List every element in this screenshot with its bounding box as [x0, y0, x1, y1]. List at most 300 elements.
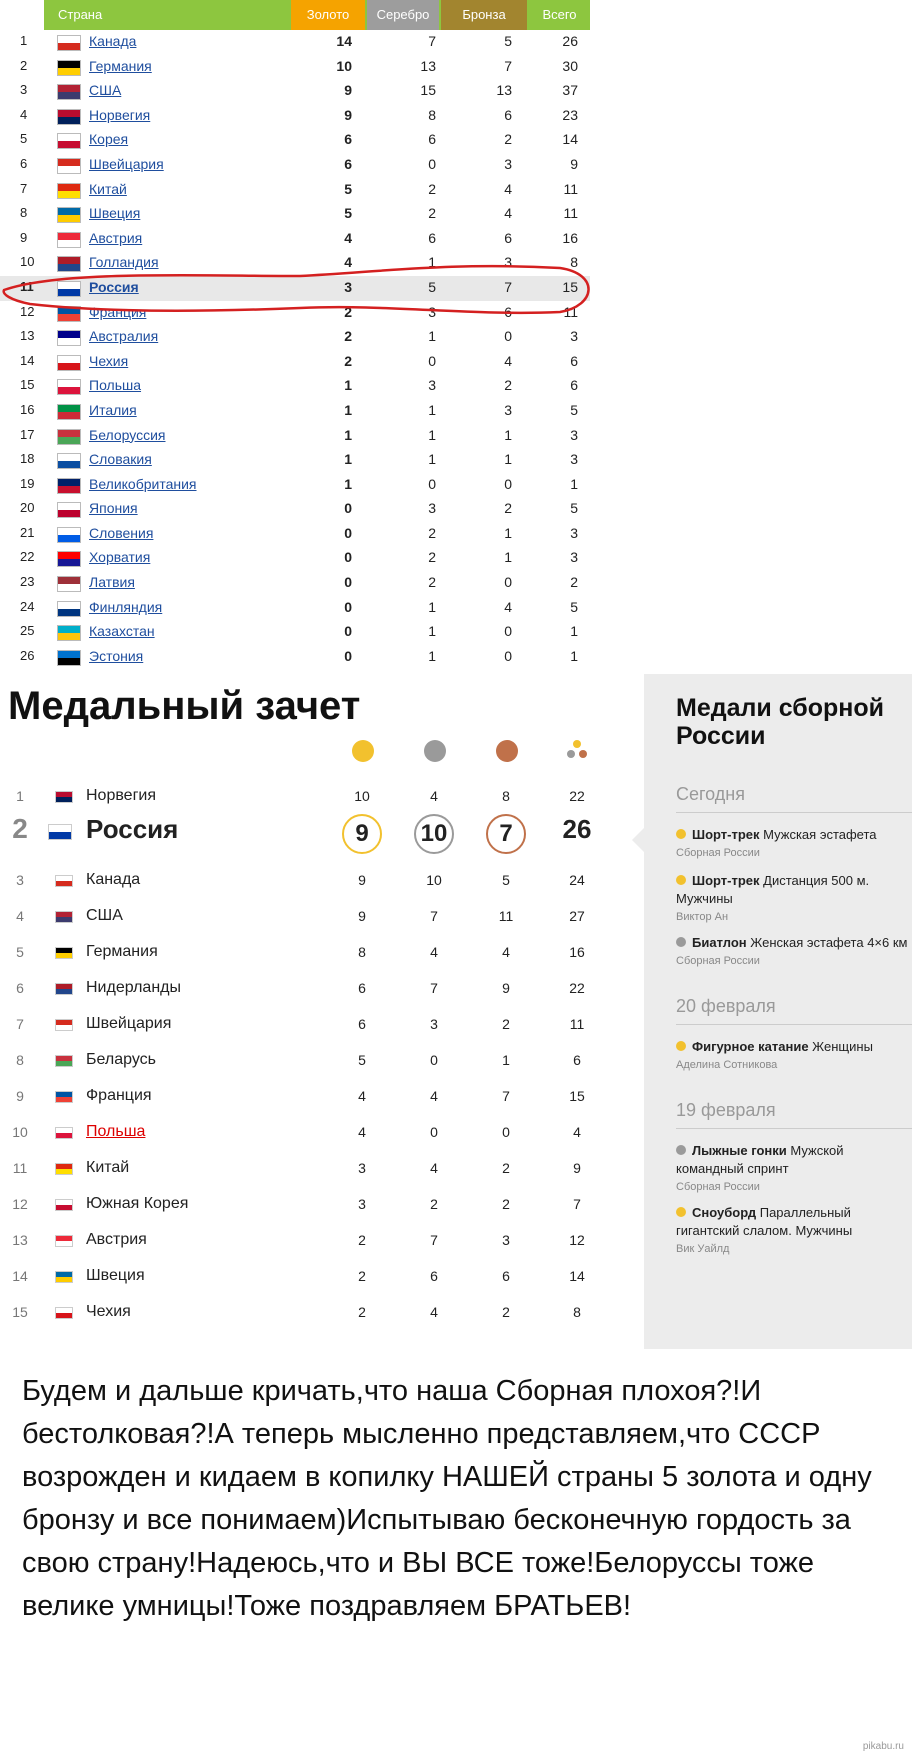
- table-row: [0, 497, 590, 522]
- standings-row[interactable]: [0, 1008, 620, 1044]
- standings-row[interactable]: [0, 1296, 620, 1332]
- country-name: Франция: [86, 1087, 152, 1104]
- silver-cell: 2: [428, 574, 436, 591]
- total-cell: 26: [562, 33, 578, 49]
- rank-cell: 22: [20, 549, 35, 565]
- rank-cell: 1: [20, 33, 28, 48]
- silver-cell: 6: [428, 229, 436, 246]
- bronze-cell: 0: [504, 475, 512, 492]
- country-link[interactable]: Китай: [89, 180, 127, 197]
- athlete-name: Аделина Сотникова: [676, 1059, 778, 1071]
- total-cell: 22: [569, 788, 585, 804]
- flag-icon: [57, 404, 81, 420]
- gold-cell: 1: [344, 451, 352, 468]
- country-link[interactable]: Швейцария: [89, 155, 164, 172]
- rank-cell: 4: [20, 106, 28, 122]
- flag-icon: [55, 1235, 73, 1247]
- standings-row[interactable]: [0, 780, 620, 816]
- gold-cell: 0: [344, 500, 352, 517]
- rank-cell: 15: [12, 1304, 28, 1320]
- country-link[interactable]: Польша: [89, 377, 142, 394]
- sport-name: Шорт-трек: [692, 873, 760, 888]
- rank-cell: 3: [16, 872, 24, 888]
- silver-cell: 6: [428, 131, 436, 148]
- flag-icon: [57, 650, 81, 666]
- rank-cell: 7: [20, 180, 28, 196]
- flag-icon: [55, 875, 73, 887]
- country-name: Китай: [86, 1159, 130, 1176]
- bronze-cell: 9: [502, 980, 510, 996]
- flag-icon: [57, 502, 81, 518]
- total-cell: 27: [569, 908, 585, 924]
- flag-icon: [57, 133, 81, 149]
- bronze-cell: 0: [502, 1124, 510, 1140]
- gold-cell: 2: [358, 1304, 366, 1320]
- athlete-name: Сборная России: [676, 847, 760, 859]
- gold-cell: 5: [344, 205, 352, 222]
- bronze-cell: 4: [504, 205, 512, 222]
- flag-icon: [57, 576, 81, 592]
- flag-icon: [57, 60, 81, 76]
- rank-cell: 26: [20, 647, 35, 663]
- rank-cell: 10: [12, 1124, 28, 1140]
- flag-icon: [57, 183, 81, 199]
- rank-cell: 8: [16, 1052, 24, 1068]
- bronze-medal-icon: [496, 740, 518, 762]
- silver-cell: 4: [430, 1160, 438, 1176]
- country-link[interactable]: Италия: [89, 401, 137, 418]
- silver-cell: 2: [428, 549, 436, 566]
- bronze-cell: 6: [504, 106, 512, 123]
- rank-cell: 15: [20, 377, 35, 393]
- silver-cell: 0: [430, 1052, 438, 1068]
- flag-icon: [55, 1091, 73, 1103]
- bronze-cell: 3: [502, 1232, 510, 1248]
- country-link[interactable]: Хорватия: [89, 549, 151, 566]
- athlete-name: Сборная России: [676, 1181, 760, 1193]
- country-link[interactable]: Латвия: [89, 574, 135, 591]
- country-name: Канада: [86, 871, 141, 888]
- total-cell: 15: [562, 278, 578, 295]
- bronze-cell: 1: [504, 524, 512, 541]
- bronze-cell: 2: [504, 377, 512, 394]
- silver-cell: 7: [430, 908, 438, 924]
- gold-cell: 0: [344, 574, 352, 591]
- silver-cell: 2: [428, 180, 436, 197]
- standings-row[interactable]: [0, 1152, 620, 1188]
- country-link[interactable]: Россия: [89, 278, 139, 295]
- total-cell: 26: [562, 814, 592, 844]
- total-medals-icon: [566, 740, 590, 762]
- total-cell: 16: [569, 944, 585, 960]
- rank-cell: 8: [20, 205, 28, 221]
- table-row: [0, 153, 590, 178]
- date-heading: 19 февраля: [676, 1100, 776, 1120]
- table-row: [0, 79, 590, 104]
- event-name: Женская эстафета 4×6 км: [750, 935, 908, 950]
- bronze-cell: 0: [504, 574, 512, 591]
- flag-icon: [57, 35, 81, 51]
- medal-event[interactable]: [676, 1142, 912, 1196]
- event-name: Мужская эстафета: [763, 827, 877, 842]
- standings-row[interactable]: [0, 936, 620, 972]
- silver-cell: 2: [428, 205, 436, 222]
- gold-cell: 1: [344, 426, 352, 443]
- standings-row[interactable]: [0, 1188, 620, 1224]
- table-row: [0, 202, 590, 227]
- standings-row[interactable]: [0, 1080, 620, 1116]
- gold-cell: 6: [358, 1016, 366, 1032]
- divider: [676, 1128, 912, 1129]
- silver-cell: 4: [430, 944, 438, 960]
- gold-cell: 2: [358, 1268, 366, 1284]
- gold-medal-icon: [676, 875, 686, 885]
- gold-cell: 6: [344, 155, 352, 172]
- sport-name: Шорт-трек: [692, 827, 760, 842]
- rank-cell: 6: [16, 980, 24, 996]
- gold-cell: 5: [358, 1052, 366, 1068]
- country-link[interactable]: Великобритания: [89, 475, 197, 492]
- flag-icon: [55, 1055, 73, 1067]
- gold-cell: 3: [358, 1160, 366, 1176]
- gold-ring: 9: [342, 814, 382, 854]
- flag-icon: [57, 306, 81, 322]
- country-link[interactable]: Австрия: [89, 229, 143, 246]
- table-row: [0, 596, 590, 621]
- bronze-cell: 7: [502, 1088, 510, 1104]
- header-total[interactable]: Всего: [542, 7, 577, 22]
- flag-icon: [57, 478, 81, 494]
- total-cell: 3: [570, 524, 578, 541]
- gold-cell: 4: [358, 1088, 366, 1104]
- country-link[interactable]: Япония: [89, 500, 138, 517]
- standings-row[interactable]: [0, 813, 620, 852]
- bronze-cell: 13: [496, 82, 512, 99]
- bronze-cell: 4: [504, 352, 512, 369]
- bronze-cell: 4: [504, 598, 512, 615]
- gold-cell: 0: [344, 524, 352, 541]
- standings-row[interactable]: [0, 1116, 620, 1152]
- watermark: pikabu.ru: [862, 1741, 904, 1752]
- table-row: [0, 301, 590, 326]
- flag-icon: [57, 158, 81, 174]
- country-link[interactable]: Словакия: [89, 451, 152, 468]
- panel-title: Медали сборной России: [676, 694, 884, 750]
- rank-cell: 17: [20, 426, 35, 442]
- table-row: [0, 251, 590, 276]
- event-name: Параллельный гигантский слалом. Мужчины: [676, 1205, 853, 1238]
- gold-cell: 2: [344, 303, 352, 320]
- country-name: Россия: [86, 814, 179, 844]
- country-name: Норвегия: [86, 787, 157, 804]
- flag-icon: [57, 551, 81, 567]
- country-link[interactable]: Корея: [89, 131, 129, 148]
- gold-cell: 3: [344, 278, 352, 295]
- country-link[interactable]: Белоруссия: [89, 426, 166, 443]
- medal-standings-title: Медальный зачет: [8, 684, 361, 728]
- gold-cell: 9: [344, 82, 352, 99]
- header-gold[interactable]: Золото: [291, 0, 365, 30]
- rank-cell: 11: [12, 1160, 28, 1176]
- table-row: [0, 473, 590, 498]
- gold-cell: 6: [344, 131, 352, 148]
- standings-row[interactable]: [0, 900, 620, 936]
- total-cell: 15: [569, 1088, 585, 1104]
- table-body: [0, 30, 590, 669]
- gold-cell: 5: [344, 180, 352, 197]
- rank-cell: 9: [16, 1088, 24, 1104]
- country-name[interactable]: Польша: [86, 1123, 146, 1140]
- standings-row[interactable]: [0, 864, 620, 900]
- bronze-cell: 2: [502, 1196, 510, 1212]
- bronze-cell: 1: [504, 451, 512, 468]
- gold-cell: 2: [344, 328, 352, 345]
- silver-medal-icon: [676, 1145, 686, 1155]
- silver-cell: 3: [428, 303, 436, 320]
- medal-event[interactable]: [676, 872, 912, 926]
- silver-cell: 2: [430, 1196, 438, 1212]
- total-cell: 3: [570, 328, 578, 345]
- bronze-cell: 6: [502, 1268, 510, 1284]
- total-cell: 6: [570, 352, 578, 369]
- rank-cell: 11: [20, 278, 34, 294]
- total-cell: 14: [569, 1268, 585, 1284]
- silver-cell: 3: [428, 377, 436, 394]
- silver-cell: 3: [428, 500, 436, 517]
- flag-icon: [57, 109, 81, 125]
- silver-cell: 1: [428, 451, 436, 468]
- silver-cell: 0: [428, 475, 436, 492]
- table-header: [0, 0, 590, 30]
- silver-cell: 15: [420, 82, 436, 99]
- flag-icon: [57, 281, 81, 297]
- total-cell: 11: [563, 180, 578, 197]
- gold-cell: 10: [354, 788, 370, 804]
- bronze-cell: 5: [504, 33, 512, 49]
- bronze-cell: 1: [504, 426, 512, 443]
- date-heading: Сегодня: [676, 784, 745, 804]
- gold-cell: 0: [344, 647, 352, 664]
- gold-medal-icon: [676, 829, 686, 839]
- flag-icon: [55, 1199, 73, 1211]
- gold-cell: 0: [344, 598, 352, 615]
- rank-cell: 20: [20, 500, 35, 516]
- country-link[interactable]: Германия: [89, 57, 152, 74]
- silver-cell: 8: [428, 106, 436, 123]
- gold-cell: 3: [358, 1196, 366, 1212]
- country-link[interactable]: Франция: [89, 303, 147, 320]
- silver-cell: 4: [430, 788, 438, 804]
- panel-pointer: [632, 828, 644, 852]
- gold-medal-icon: [352, 740, 374, 762]
- flag-icon: [57, 453, 81, 469]
- gold-cell: 4: [358, 1124, 366, 1140]
- bronze-cell: 3: [504, 254, 512, 271]
- country-name: Швеция: [86, 1267, 145, 1284]
- country-link[interactable]: Голландия: [89, 254, 159, 271]
- bronze-cell: 0: [504, 328, 512, 345]
- bronze-cell: 2: [504, 500, 512, 517]
- total-cell: 9: [573, 1160, 581, 1176]
- rank-cell: 25: [20, 623, 35, 639]
- country-link[interactable]: Финляндия: [89, 598, 163, 615]
- total-cell: 30: [562, 57, 578, 74]
- rank-cell: 16: [20, 401, 35, 417]
- gold-cell: 1: [344, 377, 352, 394]
- header-country[interactable]: Страна: [58, 7, 103, 22]
- country-link[interactable]: Казахстан: [89, 623, 155, 640]
- gold-medal-icon: [676, 1041, 686, 1051]
- rank-cell: 12: [12, 1196, 28, 1212]
- flag-icon: [57, 379, 81, 395]
- flag-icon: [48, 824, 72, 840]
- country-link[interactable]: Норвегия: [89, 106, 151, 123]
- rank-cell: 1: [16, 788, 24, 804]
- standings-row[interactable]: [0, 1044, 620, 1080]
- bronze-cell: 11: [498, 908, 514, 924]
- rank-cell: 6: [20, 155, 28, 171]
- table-row: [0, 424, 590, 449]
- table-row: [0, 104, 590, 129]
- standings-row[interactable]: [0, 1224, 620, 1260]
- total-cell: 23: [562, 106, 578, 123]
- silver-cell: 1: [428, 401, 436, 418]
- standings-row[interactable]: [0, 972, 620, 1008]
- gold-cell: 1: [344, 401, 352, 418]
- bronze-cell: 3: [504, 155, 512, 172]
- flag-icon: [55, 1163, 73, 1175]
- country-name: Нидерланды: [86, 979, 181, 996]
- silver-cell: 0: [428, 352, 436, 369]
- country-name: Германия: [86, 943, 158, 960]
- rank-cell: 13: [20, 328, 35, 344]
- silver-cell: 1: [428, 598, 436, 615]
- event-name: Женщины: [812, 1039, 873, 1054]
- flag-icon: [57, 256, 81, 272]
- country-name: США: [86, 907, 123, 924]
- table-row: [0, 325, 590, 350]
- table-row: [0, 571, 590, 596]
- country-link[interactable]: Швеция: [89, 205, 141, 222]
- silver-cell: 2: [428, 524, 436, 541]
- gold-cell: 9: [358, 872, 366, 888]
- silver-cell: 10: [426, 872, 442, 888]
- rank-cell: 24: [20, 598, 35, 614]
- total-cell: 5: [570, 500, 578, 517]
- sport-name: Фигурное катание: [692, 1039, 809, 1054]
- silver-cell: 6: [430, 1268, 438, 1284]
- table-row: [0, 522, 590, 547]
- flag-icon: [57, 429, 81, 445]
- country-link[interactable]: Чехия: [89, 352, 129, 369]
- gold-cell: 6: [358, 980, 366, 996]
- silver-cell: 0: [430, 1124, 438, 1140]
- gold-cell: 2: [344, 352, 352, 369]
- medal-event[interactable]: [676, 826, 912, 862]
- gold-cell: 10: [336, 57, 352, 74]
- flag-icon: [57, 84, 81, 100]
- country-link[interactable]: Эстония: [89, 647, 144, 664]
- total-cell: 8: [573, 1304, 581, 1320]
- rank-cell: 18: [20, 451, 35, 467]
- date-heading: 20 февраля: [676, 996, 776, 1016]
- total-cell: 9: [570, 155, 578, 172]
- bronze-cell: 3: [504, 401, 512, 418]
- bronze-ring: 7: [486, 814, 526, 854]
- silver-cell: 7: [430, 980, 438, 996]
- total-cell: 11: [569, 1016, 585, 1032]
- event-name: Дистанция 500 м. Мужчины: [676, 873, 870, 906]
- flag-icon: [55, 947, 73, 959]
- silver-cell: 13: [420, 57, 436, 74]
- athlete-name: Виктор Ан: [676, 911, 729, 923]
- event-name: Мужской командный спринт: [676, 1143, 844, 1176]
- gold-cell: 0: [344, 623, 352, 640]
- table-row: [0, 374, 590, 399]
- country-link[interactable]: Словения: [89, 524, 154, 541]
- standings-row[interactable]: [0, 1260, 620, 1296]
- silver-cell: 7: [430, 1232, 438, 1248]
- flag-icon: [57, 232, 81, 248]
- table-row: [0, 227, 590, 252]
- table-row: [0, 546, 590, 571]
- bronze-cell: 7: [504, 278, 512, 295]
- gold-cell: 8: [358, 944, 366, 960]
- gold-cell: 4: [344, 229, 352, 246]
- rank-cell: 10: [20, 254, 35, 270]
- bronze-cell: 8: [502, 788, 510, 804]
- bronze-cell: 2: [502, 1160, 510, 1176]
- rank-cell: 19: [20, 475, 35, 491]
- header-bronze[interactable]: Бронза: [441, 0, 527, 30]
- header-silver[interactable]: Серебро: [367, 0, 439, 30]
- total-cell: 3: [570, 451, 578, 468]
- bronze-cell: 0: [504, 623, 512, 640]
- silver-cell: 1: [428, 328, 436, 345]
- medal-event[interactable]: [676, 934, 912, 970]
- table-row: [0, 448, 590, 473]
- medal-table-classic: [0, 0, 590, 669]
- rank-cell: 5: [16, 944, 24, 960]
- silver-cell: 4: [430, 1304, 438, 1320]
- total-cell: 5: [570, 401, 578, 418]
- total-cell: 11: [563, 303, 578, 320]
- silver-cell: 5: [428, 278, 436, 295]
- country-link[interactable]: Канада: [89, 33, 137, 49]
- country-link[interactable]: США: [89, 82, 122, 99]
- flag-icon: [57, 207, 81, 223]
- rank-cell: 5: [20, 131, 28, 147]
- bronze-cell: 1: [504, 549, 512, 566]
- table-row: [0, 620, 590, 645]
- total-cell: 1: [570, 623, 578, 640]
- flag-icon: [55, 1019, 73, 1031]
- bronze-cell: 1: [502, 1052, 510, 1068]
- flag-icon: [57, 625, 81, 641]
- russia-medals-panel: [644, 674, 912, 1349]
- bronze-cell: 2: [504, 131, 512, 148]
- country-link[interactable]: Австралия: [89, 328, 159, 345]
- rank-cell: 12: [20, 303, 35, 319]
- total-cell: 8: [570, 254, 578, 271]
- country-name: Швейцария: [86, 1015, 172, 1032]
- flag-icon: [55, 983, 73, 995]
- athlete-name: Вик Уайлд: [676, 1243, 730, 1255]
- sport-name: Сноуборд: [692, 1205, 757, 1220]
- medal-event[interactable]: [676, 1038, 912, 1074]
- bronze-cell: 2: [502, 1304, 510, 1320]
- medal-event[interactable]: [676, 1204, 912, 1258]
